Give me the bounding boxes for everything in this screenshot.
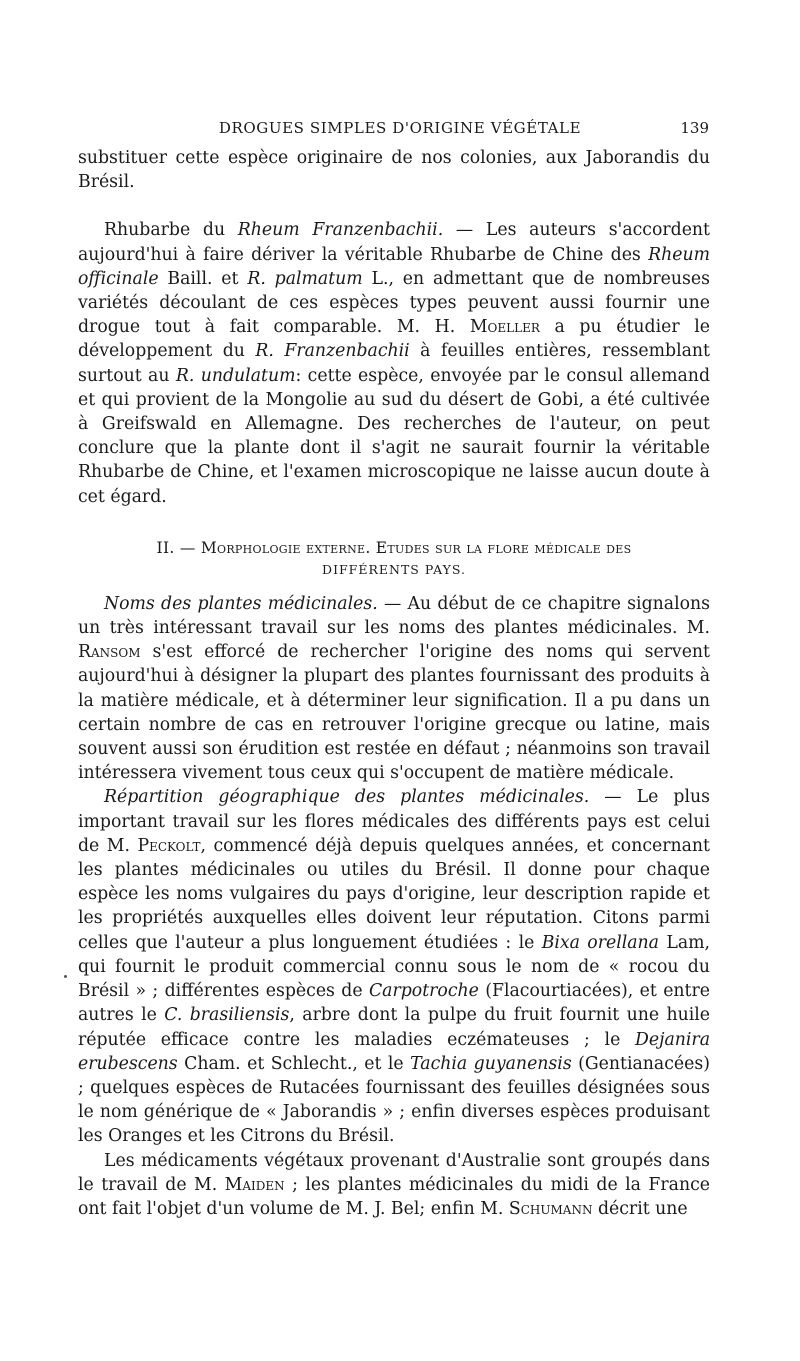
author-name: Moeller	[469, 317, 540, 338]
species-name: Rheum officinale	[78, 244, 710, 289]
author-name: Schumann	[508, 1198, 593, 1219]
run-in-heading: Répartition géographique des plantes médicinales.	[104, 787, 590, 808]
species-name: C. brasiliensis	[164, 1005, 290, 1026]
section-heading-continued	[78, 560, 710, 580]
text-run: DIFFÉRENTS PAYS.	[322, 561, 466, 577]
author-name: Peckolt	[137, 835, 201, 856]
author-name: Maiden	[224, 1174, 285, 1195]
margin-mark	[64, 975, 67, 978]
paragraph-rhubarbe	[78, 218, 710, 508]
text-run: — Le plus important travail sur les flores médicales des différents pays est celui de M.	[78, 787, 710, 856]
paragraph-noms	[78, 592, 710, 786]
running-title: DROGUES SIMPLES D'ORIGINE VÉGÉTALE	[218, 119, 582, 137]
species-name: R. undulatum	[175, 365, 296, 386]
text-run: a pu étudier le développement du	[78, 317, 710, 362]
text-run: Rhubarbe du	[104, 220, 238, 241]
section-heading	[78, 536, 710, 560]
species-name: Dejanira erubescens	[78, 1029, 710, 1074]
paragraph-repartition	[78, 785, 710, 1148]
text-run: L., en admettant que de nombreuses variétés découlant de ces espèces types peuvent aussi fournir une drogue tout à fait comparable. M. H.	[78, 268, 710, 338]
section-title: Morphologie externe. Etudes sur la flore médicale des	[200, 538, 632, 557]
text-run: à feuilles entières, ressemblant surtout au	[78, 341, 711, 386]
paragraph-australie	[78, 1149, 710, 1222]
text-run: — Au début de ce chapitre signalons un très intéressant travail sur les noms des plantes médicinales. M.	[78, 593, 711, 639]
text-run: (Gentianacées) ; quelques espèces de Rutacées fournissant des feuilles désignées sous le nom générique de « Jaborandis » ; enfin diverses espèces produisant les Oranges et les Citrons du Brésil.	[78, 1053, 710, 1147]
author-name: Ransom	[78, 642, 141, 663]
text-run: —	[174, 538, 201, 557]
text-run: , commencé déjà depuis quelques années, et concernant les plantes médicinales ou utiles du Brésil. Il donne pour chaque espèce les noms vulgaires du pays d'origine, leur description rapide et les propriétés auxquelles elles doivent leur réputation. Citons parmi celles que l'auteur a plus longuement étudiées : le	[78, 835, 711, 953]
text-run: Les médicaments végétaux provenant d'Australie sont groupés dans le travail de M.	[78, 1150, 710, 1195]
species-name: Carpotroche	[368, 981, 479, 1002]
species-name: R. palmatum	[247, 268, 363, 289]
text-run: — Les auteurs s'accordent aujourd'hui à faire dériver la véritable Rhubarbe de Chine des	[78, 220, 711, 265]
text-run: décrit une	[592, 1198, 688, 1219]
text-run: Lam, qui fournit le produit commercial connu sous le nom de « rocou du Brésil » ; différentes espèces de	[78, 932, 711, 1002]
text-run: , arbre dont la pulpe du fruit fournit une huile réputée efficace contre les maladies eczémateuses ; le	[78, 1005, 710, 1050]
species-name: Bixa orellana	[541, 932, 659, 953]
text-run: Baill. et	[158, 268, 248, 289]
page-number: 139	[680, 119, 709, 137]
paragraph-continuation	[78, 146, 710, 194]
run-in-heading: Noms des plantes médicinales.	[104, 593, 378, 614]
text-run: ; les plantes médicinales du midi de la France ont fait l'objet d'un volume de M. J. Bel; enfin M.	[78, 1174, 710, 1219]
body-text	[78, 146, 710, 1221]
species-name: Rheum Franzenbachii.	[237, 220, 444, 241]
section-number: II.	[156, 538, 175, 557]
text-run: s'est efforcé de rechercher l'origine des noms qui servent aujourd'hui à désigner la plupart des plantes fournissant des produits à la matière médicale, et à déterminer leur signification. Il a pu dans un certain nombre de cas en retrouver l'origine grecque ou latine, mais souvent aussi son érudition est restée en défaut ; néanmoins son travail intéressera vivement tous ceux qui s'occupent de matière médicale.	[78, 642, 710, 784]
text-run: Cham. et Schlecht., et le	[177, 1053, 411, 1074]
text-run: substituer cette espèce originaire de nos colonies, aux Jaborandis du Brésil.	[78, 148, 710, 193]
text-run: : cette espèce, envoyée par le consul allemand et qui provient de la Mongolie au sud du désert de Gobi, a été cultivée à Greifswald en Allemagne. Des recherches de l'auteur, on peut conclure que la plante dont il s'agit ne saurait fournir la véritable Rhubarbe de Chine, et l'examen microscopique ne laisse aucun doute à cet égard.	[78, 365, 711, 507]
running-head	[0, 117, 800, 139]
text-run: (Flacourtiacées), et entre autres le	[78, 981, 710, 1026]
species-name: Tachia guyanensis	[410, 1053, 572, 1074]
species-name: R. Franzenbachii	[255, 341, 410, 362]
